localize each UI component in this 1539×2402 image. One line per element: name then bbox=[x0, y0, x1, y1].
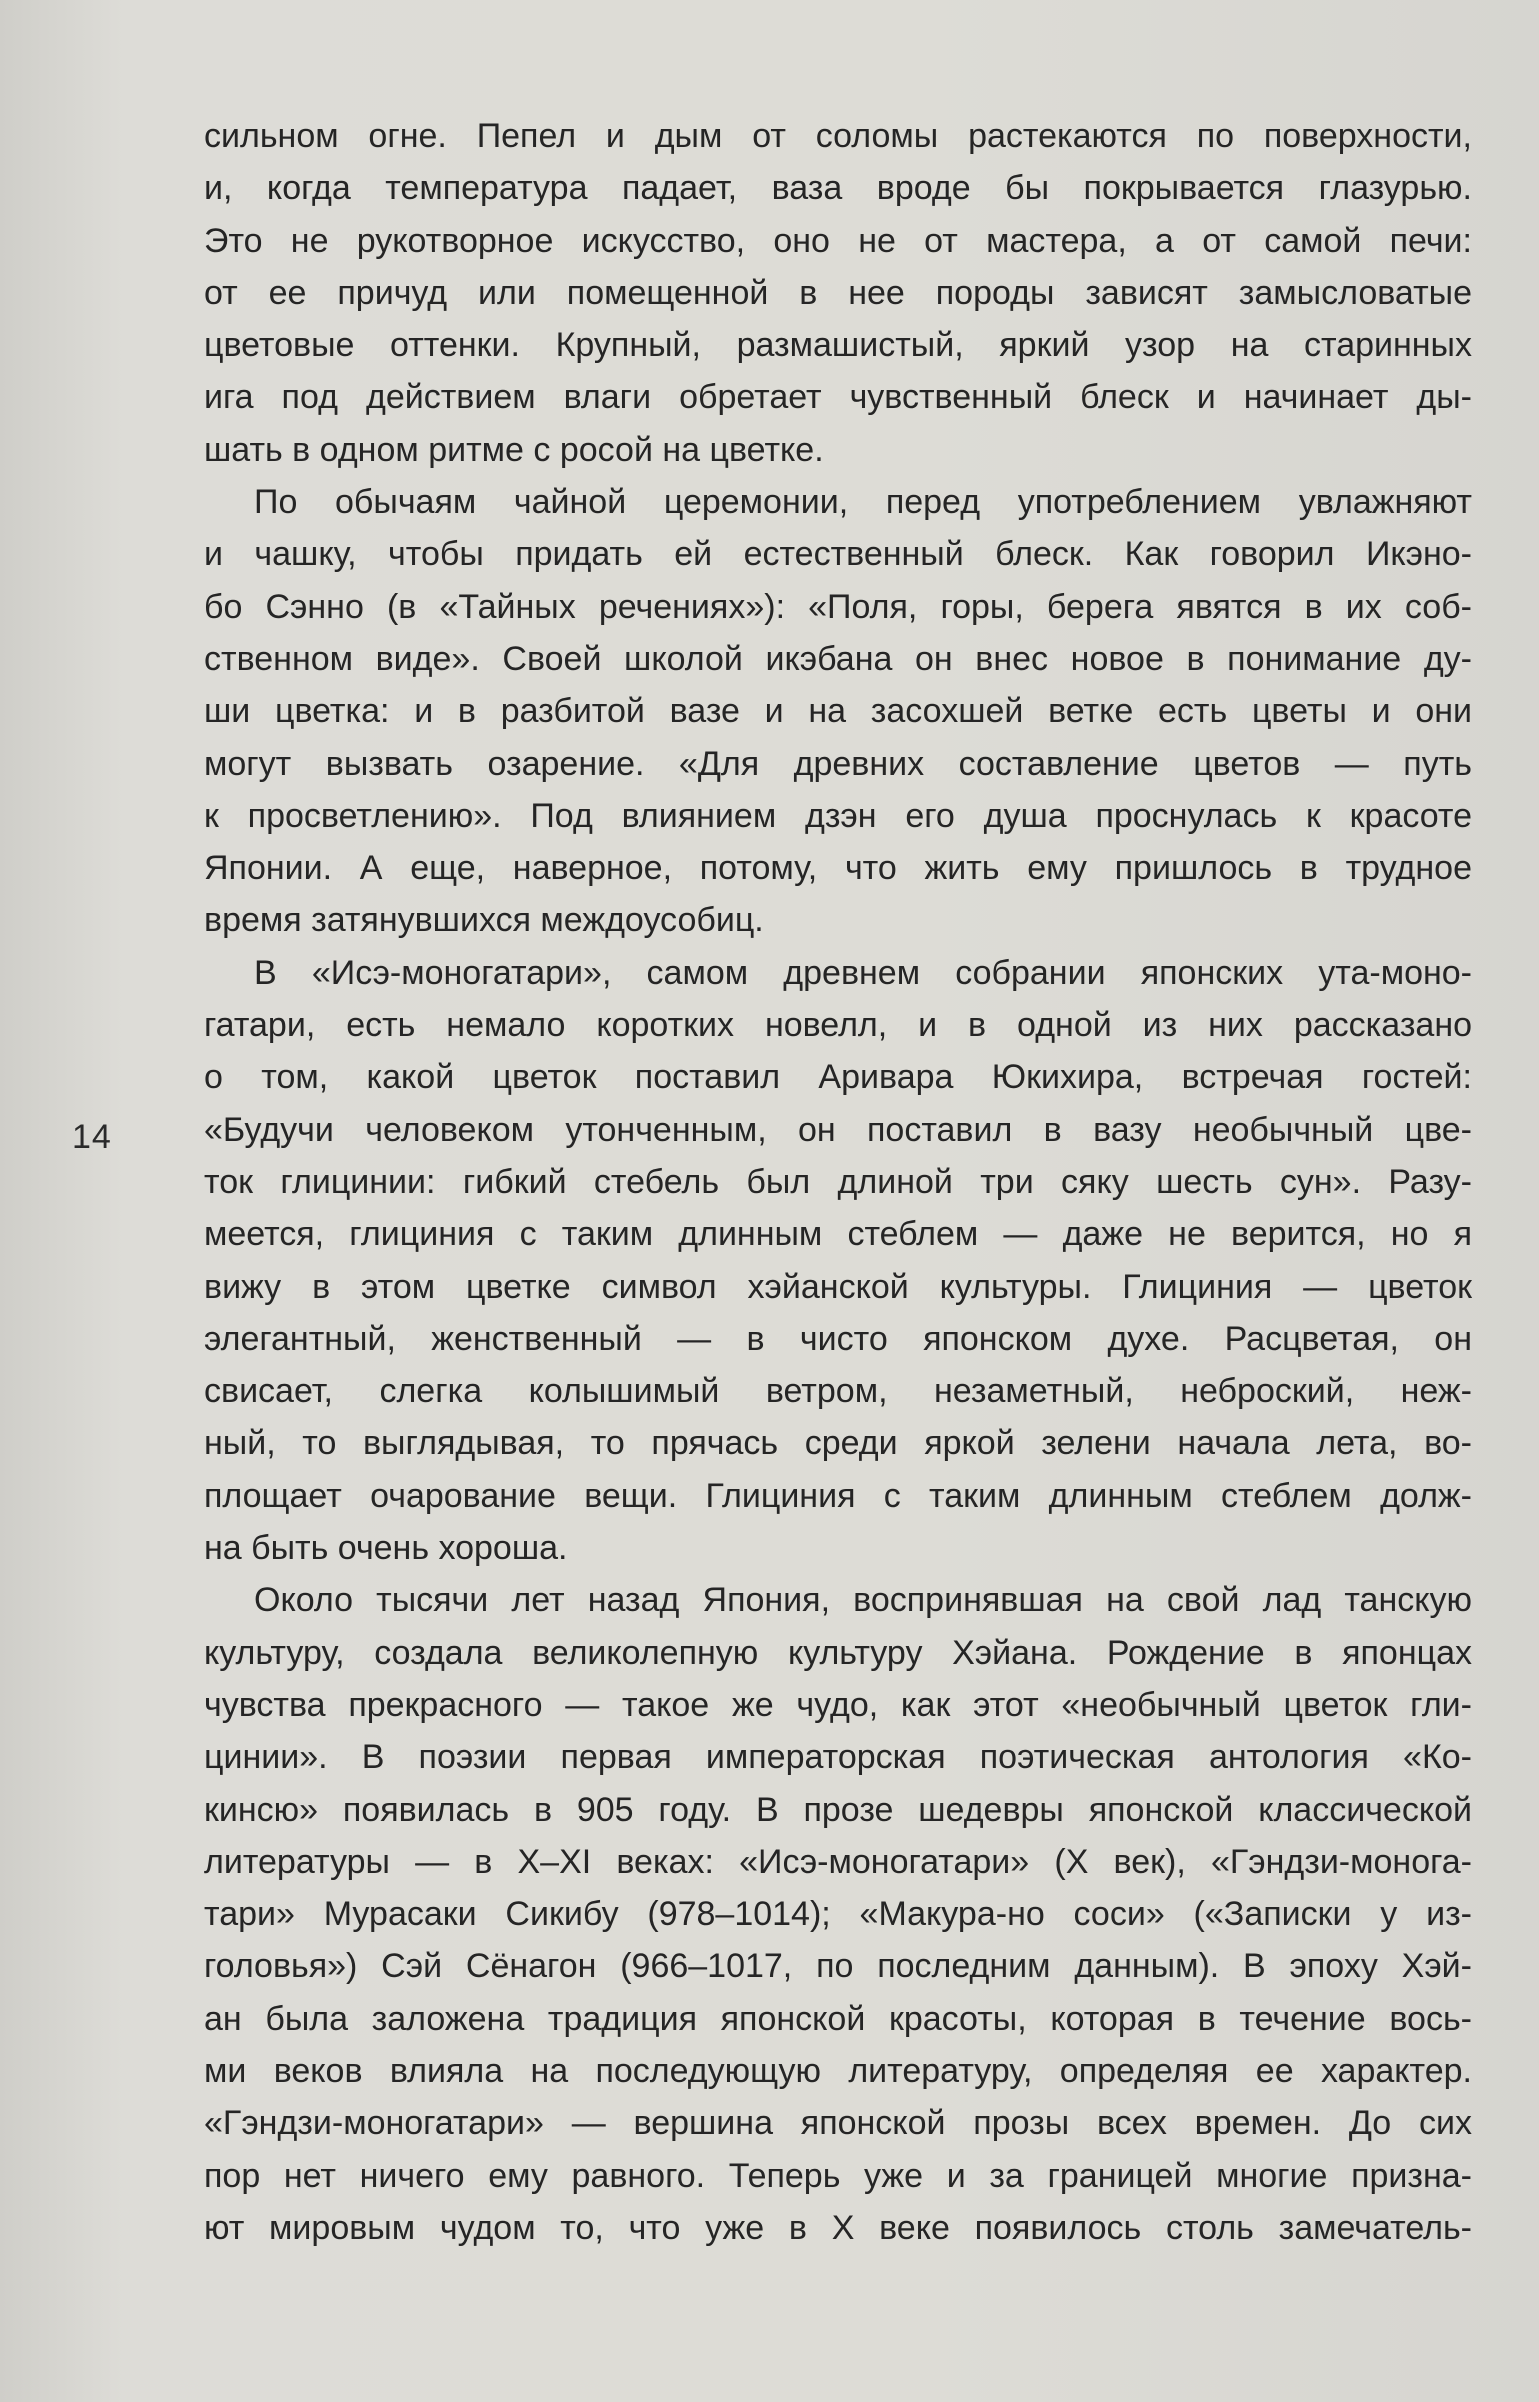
text-line: время затянувшихся междоусобиц. bbox=[204, 901, 764, 940]
text-line: бо Сэнно (в «Тайных речениях»): «Поля, горы, берега явятся в их соб- bbox=[204, 587, 1472, 626]
text-line: Это не рукотворное искусство, оно не от мастера, а от самой печи: bbox=[204, 221, 1472, 260]
text-line: элегантный, женственный — в чисто японском духе. Расцветая, он bbox=[204, 1319, 1472, 1358]
text-line: цветовые оттенки. Крупный, размашистый, яркий узор на старинных bbox=[204, 326, 1472, 365]
text-line: ный, то выглядывая, то прячась среди яркой зелени начала лета, во- bbox=[204, 1424, 1472, 1463]
text-line: культуру, создала великолепную культуру Хэйана. Рождение в японцах bbox=[204, 1633, 1472, 1672]
text-line: головья») Сэй Сёнагон (966–1017, по последним данным). В эпоху Хэй- bbox=[204, 1947, 1472, 1986]
text-line: сильном огне. Пепел и дым от соломы растекаются по поверхности, bbox=[204, 117, 1472, 155]
text-line: «Будучи человеком утонченным, он поставил в вазу необычный цве- bbox=[204, 1110, 1472, 1149]
text-line: и чашку, чтобы придать ей естественный блеск. Как говорил Икэно- bbox=[204, 535, 1472, 574]
text-line: чувства прекрасного — такое же чудо, как этот «необычный цветок гли- bbox=[204, 1685, 1472, 1724]
text-line: о том, какой цветок поставил Аривара Юкихира, встречая гостей: bbox=[204, 1058, 1472, 1097]
text-line: от ее причуд или помещенной в нее породы зависят замысловатые bbox=[204, 273, 1472, 312]
text-line: к просветлению». Под влиянием дзэн его душа проснулась к красоте bbox=[204, 796, 1472, 835]
text-line: Около тысячи лет назад Япония, воспринявшая на свой лад танскую bbox=[254, 1581, 1472, 1620]
text-line: кинсю» появилась в 905 году. В прозе шедевры японской классической bbox=[204, 1790, 1472, 1829]
text-line: площает очарование вещи. Глициния с таким длинным стеблем долж- bbox=[204, 1476, 1472, 1515]
page-number: 14 bbox=[72, 1118, 112, 1156]
text-line: вижу в этом цветке символ хэйанской культуры. Глициния — цветок bbox=[204, 1267, 1472, 1306]
text-line: свисает, слегка колышимый ветром, незаметный, неброский, неж- bbox=[204, 1372, 1472, 1411]
text-line: ми веков влияла на последующую литературу, определяя ее характер. bbox=[204, 2051, 1472, 2090]
text-line: могут вызвать озарение. «Для древних составление цветов — путь bbox=[204, 744, 1472, 783]
text-line: ток глицинии: гибкий стебель был длиной три сяку шесть сун». Разу- bbox=[204, 1162, 1472, 1201]
text-line: Японии. А еще, наверное, потому, что жить ему пришлось в трудное bbox=[204, 849, 1472, 888]
text-line: на быть очень хороша. bbox=[204, 1529, 568, 1568]
text-line: В «Исэ-моногатари», самом древнем собрании японских ута-моно- bbox=[254, 953, 1472, 992]
text-line: меется, глициния с таким длинным стеблем — даже не верится, но я bbox=[204, 1215, 1472, 1254]
body-text bbox=[204, 110, 1472, 2254]
text-line: тари» Мурасаки Сикибу (978–1014); «Макура-но соси» («Записки у из- bbox=[204, 1895, 1472, 1934]
text-line: гатари, есть немало коротких новелл, и в одной из них рассказано bbox=[204, 1006, 1472, 1045]
text-line: ют мировым чудом то, что уже в X веке появилось столь замечатель- bbox=[204, 2208, 1472, 2247]
text-line: ига под действием влаги обретает чувственный блеск и начинает ды- bbox=[204, 378, 1472, 417]
text-line: цинии». В поэзии первая императорская поэтическая антология «Ко- bbox=[204, 1738, 1472, 1777]
text-line: ши цветка: и в разбитой вазе и на засохшей ветке есть цветы и они bbox=[204, 692, 1472, 731]
text-line: По обычаям чайной церемонии, перед употреблением увлажняют bbox=[254, 483, 1472, 522]
text-line: «Гэндзи-моногатари» — вершина японской прозы всех времен. До сих bbox=[204, 2104, 1472, 2143]
text-line: шать в одном ритме с росой на цветке. bbox=[204, 430, 824, 469]
text-line: и, когда температура падает, ваза вроде бы покрывается глазурью. bbox=[204, 169, 1472, 208]
text-line: ан была заложена традиция японской красоты, которая в течение вось- bbox=[204, 1999, 1472, 2038]
text-line: ственном виде». Своей школой икэбана он внес новое в понимание ду- bbox=[204, 639, 1472, 678]
text-line: литературы — в X–XI веках: «Исэ-моногатари» (X век), «Гэндзи-монога- bbox=[204, 1842, 1472, 1881]
text-line: пор нет ничего ему равного. Теперь уже и за границей многие призна- bbox=[204, 2156, 1472, 2195]
